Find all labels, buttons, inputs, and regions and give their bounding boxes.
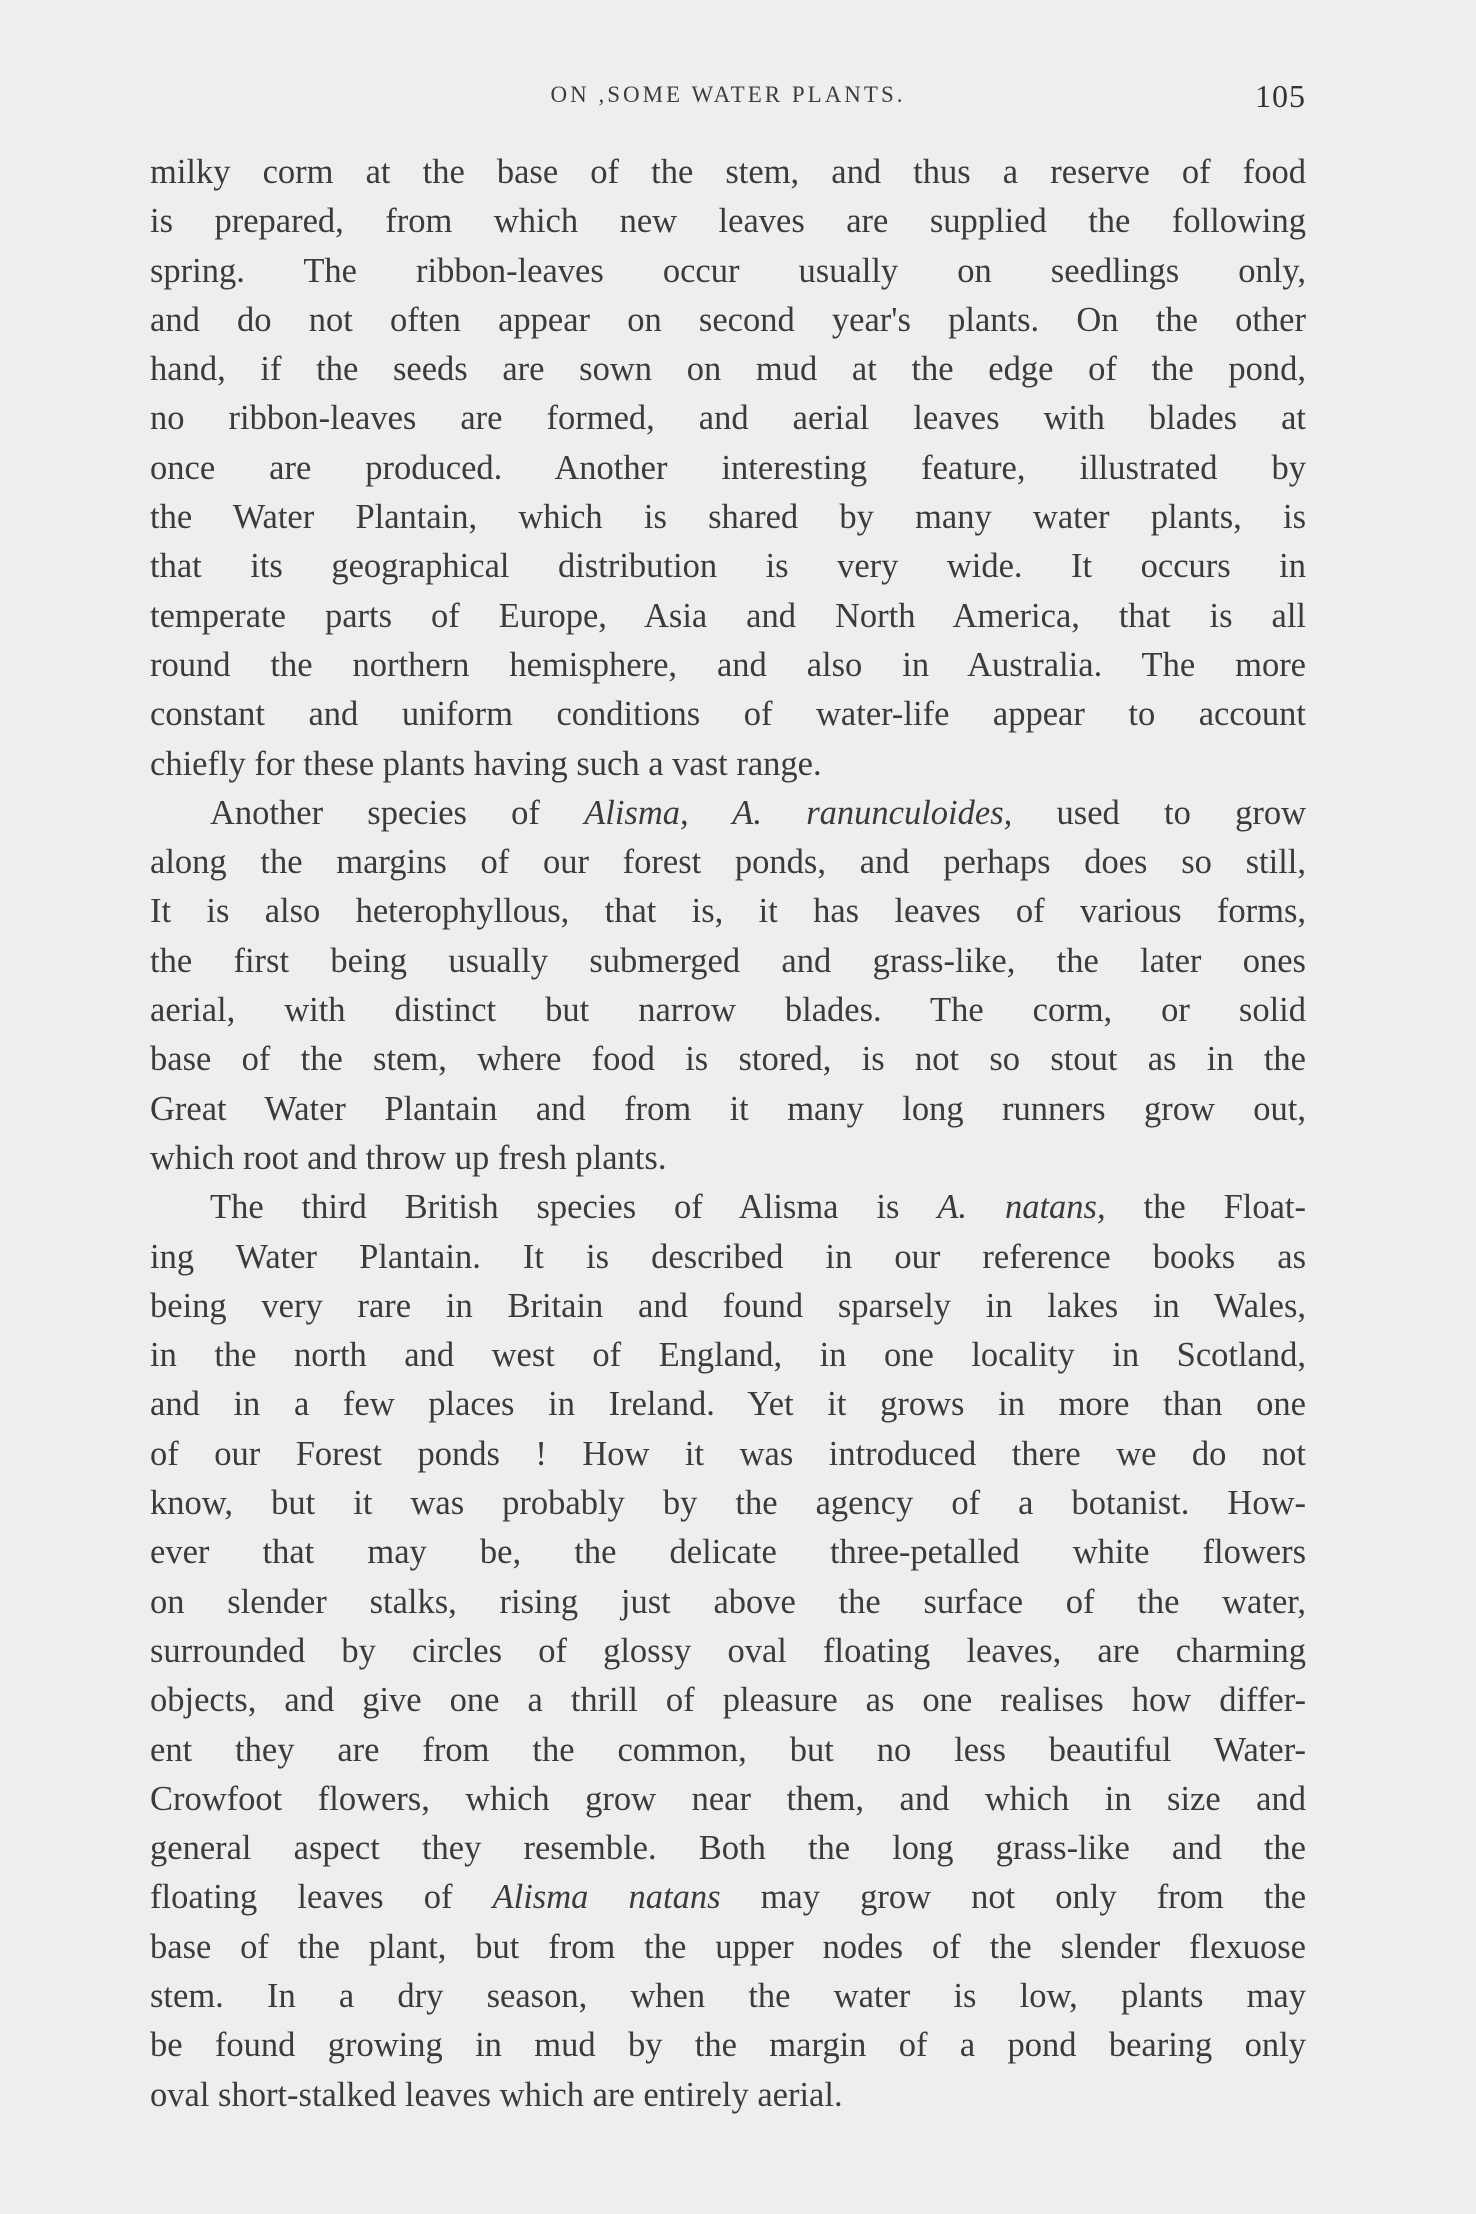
text-segment: the Float- — [1105, 1188, 1306, 1227]
paragraph — [150, 1183, 1306, 2120]
text-segment: may grow not only from the — [720, 1878, 1307, 1917]
text-line: be found growing in mud by the margin of a pond bearing only — [150, 2026, 1306, 2065]
italic-term: Alisma, A. ranunculoides, — [584, 793, 1013, 832]
text-line — [150, 1873, 1306, 1922]
text-line: the first being usually submerged and grass-like, the later ones — [150, 941, 1306, 980]
text-line: Great Water Plantain and from it many long runners grow out, — [150, 1089, 1306, 1128]
text-segment: used to grow — [1012, 793, 1307, 832]
text-line: ent they are from the common, but no less beautiful Water- — [150, 1730, 1306, 1769]
text-line: surrounded by circles of glossy oval floating leaves, are charming — [150, 1631, 1306, 1670]
text-line: temperate parts of Europe, Asia and North America, that is all — [150, 596, 1306, 635]
text-line: know, but it was probably by the agency of a botanist. How- — [150, 1484, 1306, 1523]
text-line: hand, if the seeds are sown on mud at the edge of the pond, — [150, 350, 1306, 389]
text-line: of our Forest ponds ! How it was introduced there we do not — [150, 1434, 1306, 1473]
text-line: chiefly for these plants having such a vast range. — [150, 744, 822, 783]
text-line: ever that may be, the delicate three-petalled white flowers — [150, 1533, 1306, 1572]
text-line — [150, 1183, 1306, 1232]
text-line: ing Water Plantain. It is described in our reference books as — [150, 1237, 1306, 1276]
italic-term: A. natans, — [937, 1188, 1106, 1227]
italic-term: Alisma natans — [492, 1878, 721, 1917]
text-line: the Water Plantain, which is shared by many water plants, is — [150, 498, 1306, 537]
paragraph — [150, 148, 1306, 789]
text-line: stem. In a dry season, when the water is low, plants may — [150, 1976, 1306, 2015]
text-line: along the margins of our forest ponds, and perhaps does so still, — [150, 843, 1306, 882]
text-line — [150, 789, 1306, 838]
text-line: objects, and give one a thrill of pleasure as one realises how differ- — [150, 1681, 1306, 1720]
text-line: and do not often appear on second year's plants. On the other — [150, 300, 1306, 339]
text-segment: The third British species of Alisma is — [210, 1188, 938, 1227]
page-number: 105 — [1255, 78, 1306, 114]
text-line: that its geographical distribution is very wide. It occurs in — [150, 547, 1306, 586]
text-line: aerial, with distinct but narrow blades. The corm, or solid — [150, 991, 1306, 1030]
text-line: no ribbon-leaves are formed, and aerial leaves with blades at — [150, 399, 1306, 438]
text-line: and in a few places in Ireland. Yet it grows in more than one — [150, 1385, 1306, 1424]
text-line: base of the plant, but from the upper nodes of the slender flexuose — [150, 1927, 1306, 1966]
text-segment: Another species of — [210, 793, 585, 832]
text-line: oval short-stalked leaves which are entirely aerial. — [150, 2075, 843, 2114]
running-head — [150, 78, 1306, 118]
text-line: spring. The ribbon-leaves occur usually on seedlings only, — [150, 251, 1306, 290]
text-line: is prepared, from which new leaves are supplied the following — [150, 202, 1306, 241]
text-segment: floating leaves of — [150, 1878, 493, 1917]
text-line: round the northern hemisphere, and also in Australia. The more — [150, 645, 1306, 684]
text-line: constant and uniform conditions of water-life appear to account — [150, 695, 1306, 734]
running-title: ON ,SOME WATER PLANTS. — [550, 82, 906, 107]
text-line: general aspect they resemble. Both the long grass-like and the — [150, 1829, 1306, 1868]
text-line: once are produced. Another interesting feature, illustrated by — [150, 448, 1306, 487]
text-line: on slender stalks, rising just above the surface of the water, — [150, 1582, 1306, 1621]
text-line: Crowfoot flowers, which grow near them, and which in size and — [150, 1779, 1306, 1818]
paragraph — [150, 789, 1306, 1183]
text-line: milky corm at the base of the stem, and thus a reserve of food — [150, 153, 1306, 191]
text-line: which root and throw up fresh plants. — [150, 1138, 667, 1177]
text-line: being very rare in Britain and found sparsely in lakes in Wales, — [150, 1286, 1306, 1325]
text-line: in the north and west of England, in one locality in Scotland, — [150, 1336, 1306, 1375]
text-line: It is also heterophyllous, that is, it has leaves of various forms, — [150, 892, 1306, 931]
text-line: base of the stem, where food is stored, is not so stout as in the — [150, 1040, 1306, 1079]
body-text — [150, 148, 1306, 2120]
